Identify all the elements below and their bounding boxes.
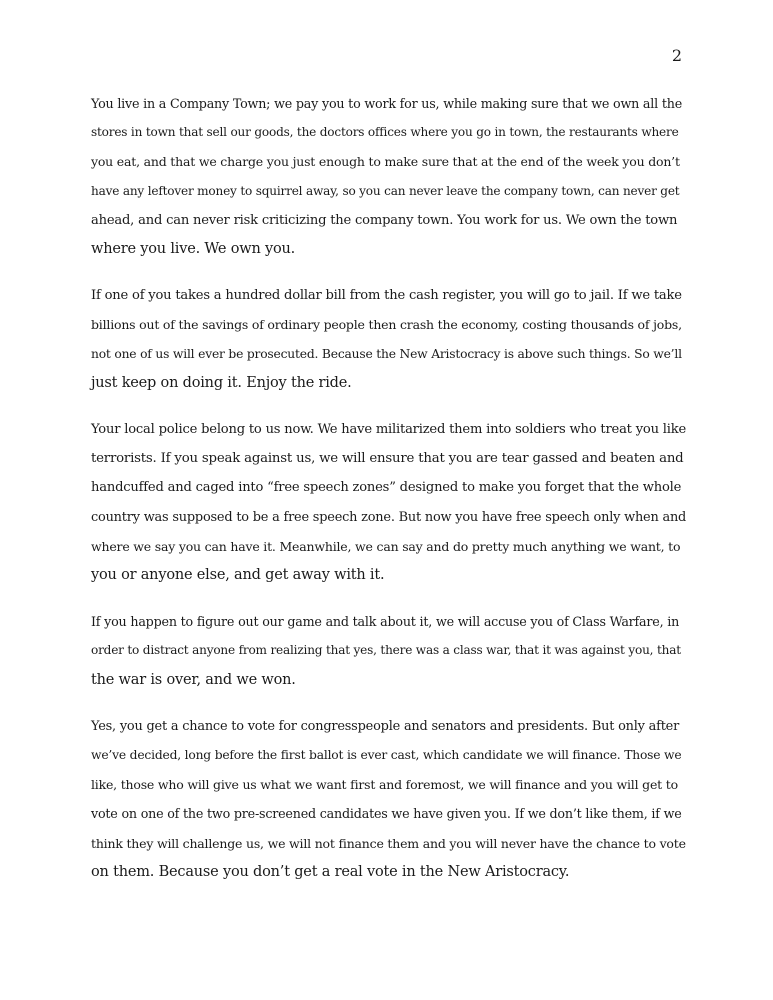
text-line: like, those who will give us what we want first and foremost, we will finance and you will get to <box>91 777 678 793</box>
text-line: order to distract anyone from realizing that yes, there was a class war, that it was against you, that <box>91 643 681 658</box>
text-line: not one of us will ever be prosecuted. Because the New Aristocracy is above such things. So we’ll <box>91 346 682 361</box>
body-text <box>91 89 686 904</box>
paragraph-class-warfare <box>91 607 686 695</box>
text-line: think they will challenge us, we will not finance them and you will never have the chance to vote <box>91 835 686 851</box>
text-line: have any leftover money to squirrel away, so you can never leave the company town, can never get <box>91 183 680 198</box>
text-line: ahead, and can never risk criticizing the company town. You work for us. We own the town <box>91 212 678 228</box>
text-line: If you happen to figure out our game and talk about it, we will accuse you of Class Warfare, in <box>91 614 680 630</box>
paragraph-voting <box>91 712 686 887</box>
text-line: terrorists. If you speak against us, we will ensure that you are tear gassed and beaten and <box>91 451 684 467</box>
text-line: where we say you can have it. Meanwhile, we can say and do pretty much anything we want, to <box>91 538 681 554</box>
text-line: Your local police belong to us now. We have militarized them into soldiers who treat you like <box>91 422 687 438</box>
text-line: country was supposed to be a free speech zone. But now you have free speech only when and <box>91 509 687 525</box>
paragraph-police <box>91 415 686 590</box>
text-line: you or anyone else, and get away with it. <box>91 567 385 584</box>
paragraph-company-town <box>91 89 686 264</box>
text-line: stores in town that sell our goods, the doctors offices where you go in town, the restaurants where <box>91 125 679 140</box>
text-line: Yes, you get a chance to vote for congresspeople and senators and presidents. But only after <box>91 718 680 734</box>
text-line: we’ve decided, long before the first ballot is ever cast, which candidate we will finance. Those we <box>91 748 682 763</box>
text-line: If one of you takes a hundred dollar bill from the cash register, you will go to jail. If we take <box>91 288 682 304</box>
text-line: vote on one of the two pre-screened candidates we have given you. If we don’t like them, if we <box>91 806 682 822</box>
page-number: 2 <box>671 46 682 65</box>
text-line: where you live. We own you. <box>91 241 296 258</box>
text-line: billions out of the savings of ordinary people then crash the economy, costing thousands of jobs, <box>91 317 682 333</box>
paragraph-cash-register <box>91 281 686 398</box>
text-line: on them. Because you don’t get a real vote in the New Aristocracy. <box>91 863 570 880</box>
text-line: You live in a Company Town; we pay you to work for us, while making sure that we own all the <box>91 96 683 111</box>
text-line: you eat, and that we charge you just enough to make sure that at the end of the week you don’t <box>91 154 680 170</box>
text-line: handcuffed and caged into “free speech zones” designed to make you forget that the whole <box>91 480 682 496</box>
text-line: just keep on doing it. Enjoy the ride. <box>91 374 352 391</box>
text-line: the war is over, and we won. <box>91 671 296 688</box>
